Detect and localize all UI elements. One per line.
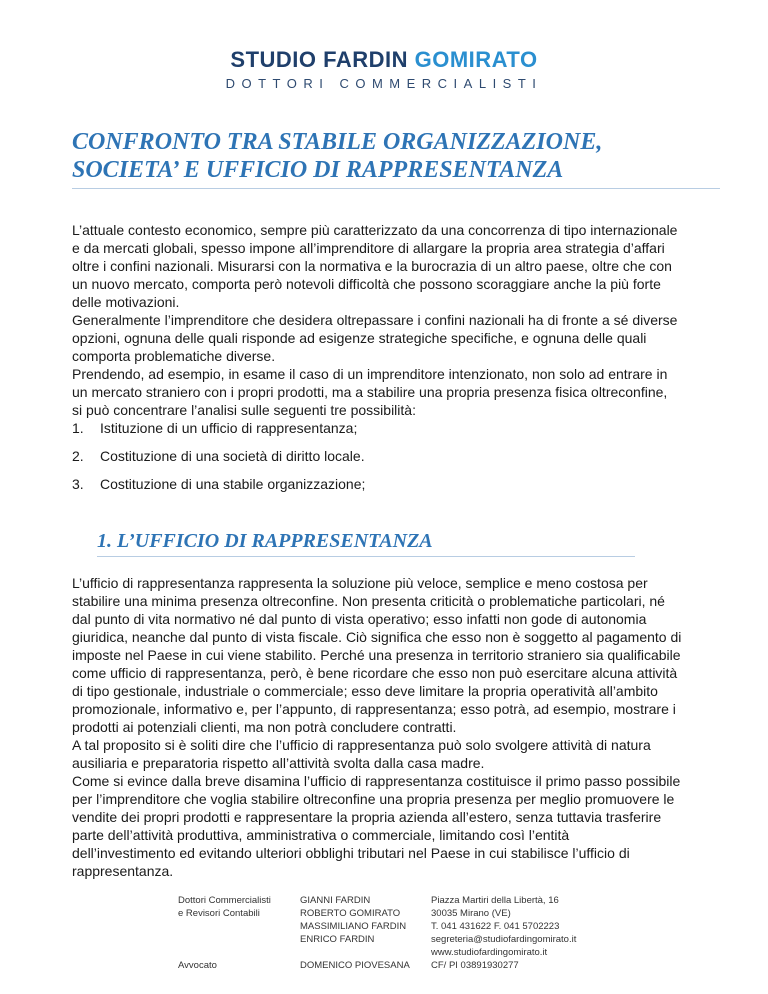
section-line: di tipo gestionale, industriale o commerciale; esso deve limitare la propria operatività all’ambito [72, 683, 658, 699]
footer-text: 30035 Mirano (VE) [431, 908, 511, 919]
footer-contacts [431, 894, 576, 972]
intro-line: un mercato straniero con i propri prodotti, ma a stabilire una propria presenza fisica oltreconfine, [72, 384, 668, 400]
intro-line: opzioni, ognuna delle quali risponde ad esigenze strategiche specifiche, e ognuna delle quali [72, 330, 647, 346]
section-line: come ufficio di rappresentanza, però, è bene ricordare che esso non può esercitare alcuna attività [72, 665, 678, 681]
list-text: Istituzione di un ufficio di rappresentanza; [100, 420, 358, 436]
logo-name-part1: STUDIO FARDIN [230, 47, 415, 72]
footer-partners [300, 894, 410, 972]
intro-line: un nuovo mercato, comporta però notevoli difficoltà che possono scoraggiare anche la più forte [72, 276, 661, 292]
footer-text: e Revisori Contabili [178, 908, 260, 919]
section-line: dal punto di vita normativo né dal punto di vista operativo; esso infatti non gode di autonomia [72, 611, 647, 627]
section-line: parte dell’attività produttiva, amministrativa o commerciale, limitando così l’entità [72, 827, 570, 843]
title-underline [72, 188, 720, 189]
list-item [72, 419, 700, 437]
intro-line: oltre i confini nazionali. Misurarsi con la normativa e la burocrazia di un altro paese, oltre che con [72, 258, 672, 274]
section-line: Come si evince dalla breve disamina l’ufficio di rappresentanza costituisce il primo passo possibile [72, 773, 681, 789]
intro-line: Prendendo, ad esempio, in esame il caso di un imprenditore intenzionato, non solo ad entrare in [72, 366, 668, 382]
studio-logo [0, 48, 768, 92]
list-item [72, 475, 700, 493]
section-text [72, 574, 700, 880]
footer-text: GIANNI FARDIN [300, 895, 371, 906]
title-line-2: SOCIETA’ E UFFICIO DI RAPPRESENTANZA [72, 157, 564, 183]
list-text: Costituzione di una società di diritto locale. [100, 448, 365, 464]
section-line: prodotti ai potenziali clienti, ma non potrà concludere contratti. [72, 719, 457, 735]
section-heading: 1. L’UFFICIO DI RAPPRESENTANZA [97, 530, 433, 552]
list-text: Costituzione di una stabile organizzazione; [100, 476, 366, 492]
logo-name [0, 48, 768, 72]
section-line: L’ufficio di rappresentanza rappresenta la soluzione più veloce, semplice e meno costosa per [72, 575, 648, 591]
footer-website-link[interactable]: www.studiofardingomirato.it [431, 947, 548, 958]
title-line-1: CONFRONTO TRA STABILE ORGANIZZAZIONE, [72, 129, 603, 155]
section-line: imposte nel Paese in cui viene stabilito. Perché una presenza in territorio straniero sia qualificabile [72, 647, 681, 663]
footer-text: CF/ PI 03891930277 [431, 960, 519, 971]
options-list [72, 419, 700, 493]
section-underline [97, 556, 635, 557]
logo-subtitle: DOTTORI COMMERCIALISTI [225, 76, 543, 91]
section-line: stabilire una minima presenza oltreconfine. Non presenta criticità o problematiche particolari, né [72, 593, 665, 609]
intro-line: delle motivazioni. [72, 294, 180, 310]
list-number: 3. [72, 476, 84, 492]
footer-email-link[interactable]: segreteria@studiofardingomirato.it [431, 934, 577, 945]
footer-text: Dottori Commercialisti [178, 895, 271, 906]
list-number: 2. [72, 448, 84, 464]
section-line: promozionale, informativo e, per l’appunto, di rappresentanza; esso potrà, ad esempio, mostrare i [72, 701, 676, 717]
intro-line: L’attuale contesto economico, sempre più caratterizzato da una concorrenza di tipo internazionale [72, 222, 678, 238]
intro-text [72, 221, 700, 419]
list-number: 1. [72, 420, 84, 436]
footer-text: ROBERTO GOMIRATO [300, 908, 401, 919]
section-line: A tal proposito si è soliti dire che l’ufficio di rappresentanza può solo svolgere attività di natura [72, 737, 651, 753]
section-line: giuridica, neanche dal punto di vista fiscale. Ciò significa che esso non è soggetto al pagamento di [72, 629, 682, 645]
section-line: vendite dei propri prodotti e rappresentare la propria azienda all’estero, senza tuttavia trasferire [72, 809, 662, 825]
intro-line: comporta problematiche diverse. [72, 348, 276, 364]
intro-line: e da mercati globali, spesso impone all’imprenditore di allargare la propria area strategia d’affari [72, 240, 665, 256]
list-item [72, 447, 700, 465]
section-line: dell’investimento ed evitando ulteriori obblighi tributari nel Paese in cui stabilisce l’ufficio di [72, 845, 630, 861]
intro-line: si può concentrare l’analisi sulle seguenti tre possibilità: [72, 402, 416, 418]
footer-qualifications [178, 894, 271, 972]
logo-name-part2: GOMIRATO [414, 47, 538, 72]
footer-text: MASSIMILIANO FARDIN [300, 921, 407, 932]
section-line: ausiliaria e preparatoria rispetto all’attività svolta dalla casa madre. [72, 755, 485, 771]
footer-text: Piazza Martiri della Libertà, 16 [431, 895, 559, 906]
footer-text: DOMENICO PIOVESANA [300, 960, 410, 971]
footer-text: Avvocato [178, 960, 217, 971]
footer-text: T. 041 431622 F. 041 5702223 [431, 921, 560, 932]
document-title [72, 128, 712, 184]
section-line: rappresentanza. [72, 863, 174, 879]
section-line: per l’imprenditore che voglia stabilire oltreconfine una propria presenza per meglio promuovere le [72, 791, 675, 807]
footer-text: ENRICO FARDIN [300, 934, 375, 945]
intro-line: Generalmente l’imprenditore che desidera oltrepassare i confini nazionali ha di fronte a sé diverse [72, 312, 678, 328]
